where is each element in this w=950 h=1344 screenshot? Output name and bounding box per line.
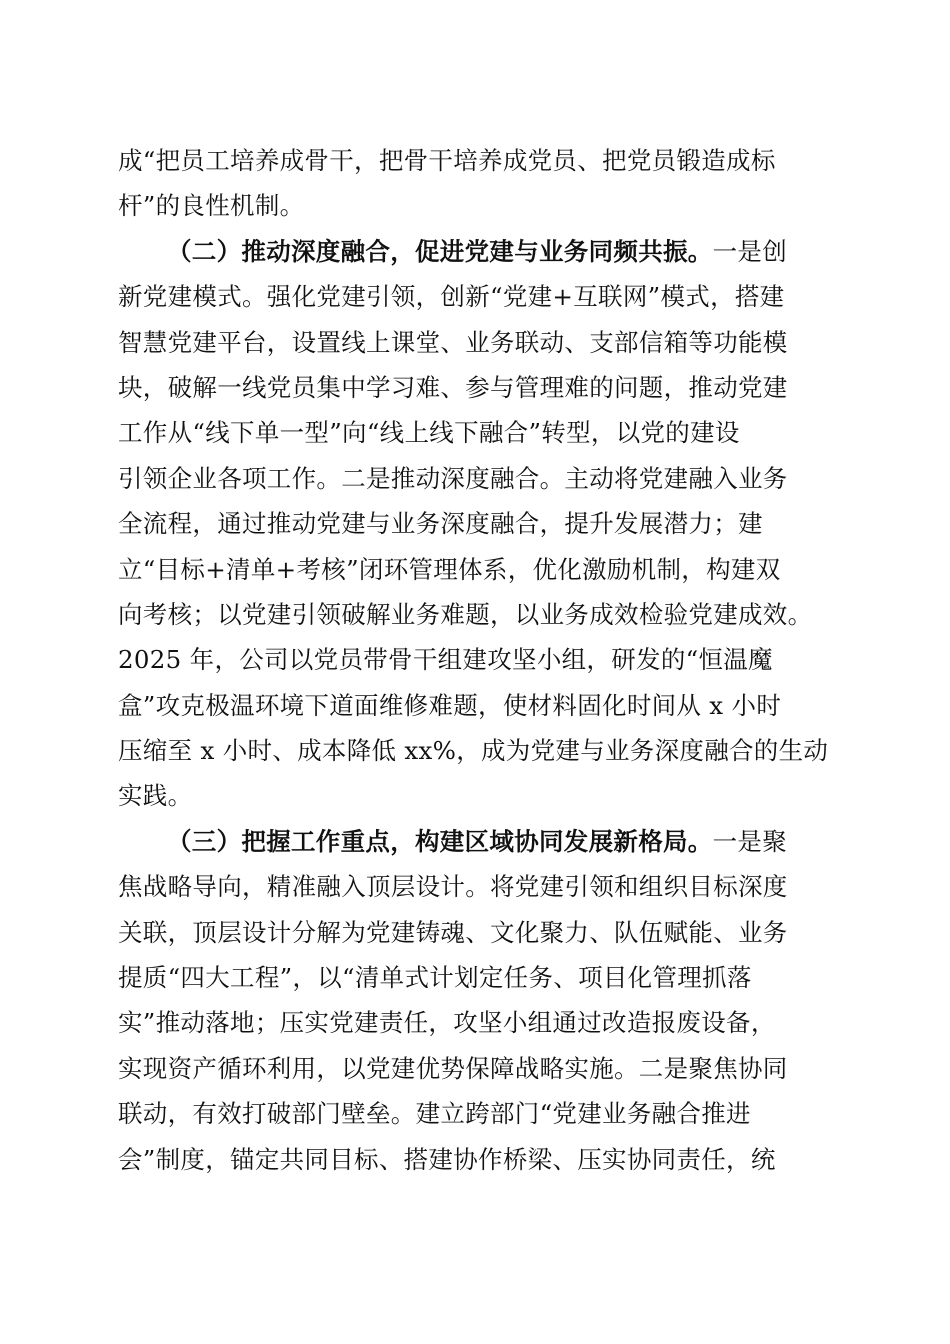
text-line: 新党建模式。强化党建引领，创新“党建+互联网”模式，搭建	[118, 282, 785, 312]
text-line: 工作从“线下单一型”向“线上线下融合”转型，以党的建设	[118, 418, 740, 448]
text-line: 焦战略导向，精准融入顶层设计。将党建引领和组织目标深度	[118, 872, 788, 902]
text-line: 全流程，通过推动党建与业务深度融合，提升发展潜力；建	[118, 509, 763, 539]
text-line: 实践。	[118, 781, 193, 811]
text-line: 会”制度，锚定共同目标、搭建协作桥梁、压实协同责任，统	[118, 1144, 776, 1174]
text-line: 杆”的良性机制。	[118, 191, 305, 221]
text-line: 实现资产循环利用，以党建优势保障战略实施。二是聚焦协同	[118, 1053, 788, 1083]
text-line: 实”推动落地；压实党建责任，攻坚小组通过改造报废设备，	[118, 1008, 776, 1038]
text-line: 块，破解一线党员集中学习难、参与管理难的问题，推动党建	[118, 372, 788, 402]
text-line: 提质“四大工程”，以“清单式计划定任务、项目化管理抓落	[118, 963, 752, 993]
text-line: 压缩至 x 小时、成本降低 xx%，成为党建与业务深度融合的生动	[118, 736, 829, 766]
text-span: 一是创	[712, 236, 788, 266]
document-page	[118, 138, 830, 1182]
text-span: 一是聚	[712, 826, 788, 856]
section-heading-2: （二）推动深度融合，促进党建与业务同频共振。	[167, 236, 713, 266]
section-first-line	[118, 819, 830, 864]
text-line: 盒”攻克极温环境下道面维修难题，使材料固化时间从 x 小时	[118, 690, 782, 720]
paragraph-1	[118, 138, 830, 229]
text-line: 2025 年，公司以党员带骨干组建攻坚小组，研发的“恒温魔	[118, 645, 773, 675]
text-line: 智慧党建平台，设置线上课堂、业务联动、支部信箱等功能模	[118, 327, 788, 357]
text-line: 关联，顶层设计分解为党建铸魂、文化聚力、队伍赋能、业务	[118, 917, 788, 947]
text-line: 联动，有效打破部门壁垒。建立跨部门“党建业务融合推进	[118, 1099, 751, 1129]
text-line: 成“把员工培养成骨干，把骨干培养成党员、把党员锻造成标	[118, 146, 776, 175]
paragraph-2	[118, 229, 830, 819]
paragraph-3	[118, 819, 830, 1182]
section-heading-3: （三）把握工作重点，构建区域协同发展新格局。	[167, 826, 713, 856]
text-line: 向考核；以党建引领破解业务难题，以业务成效检验党建成效。	[118, 599, 813, 629]
section-first-line	[118, 229, 830, 274]
text-line: 引领企业各项工作。二是推动深度融合。主动将党建融入业务	[118, 463, 788, 493]
text-line: 立“目标+清单+考核”闭环管理体系，优化激励机制，构建双	[118, 554, 781, 584]
